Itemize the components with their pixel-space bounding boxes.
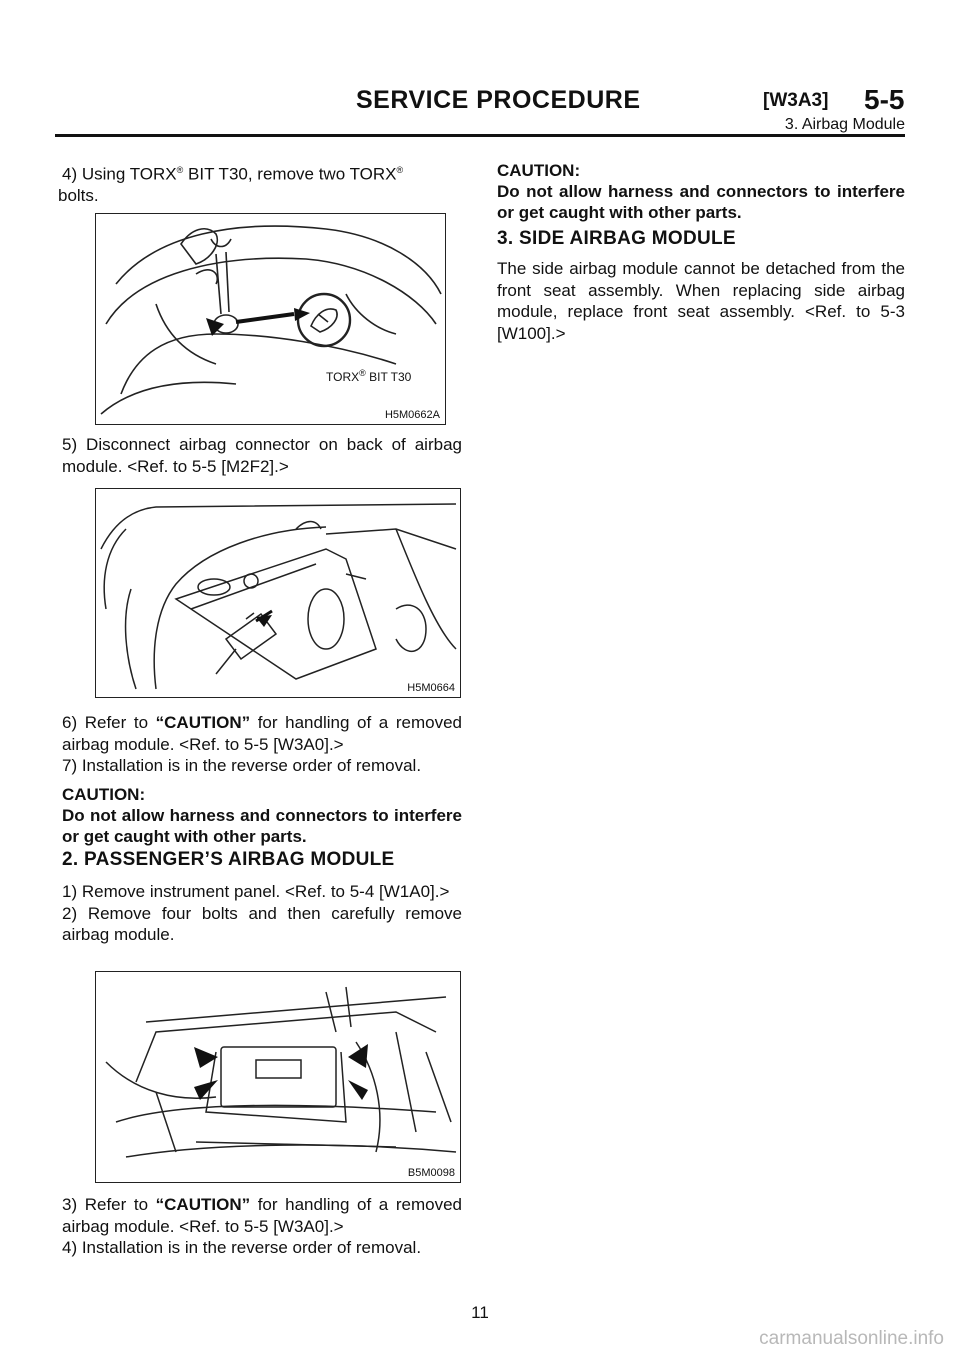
s2-step1-text: 1) Remove instrument panel. <Ref. to 5-4 [W1A0].> [62,882,450,901]
caution-text: Do not allow harness and connectors to interfere or get caught with other parts. [62,806,462,846]
registered-mark: ® [396,165,404,175]
step6-text-a: 6) Refer to [62,713,156,732]
section-2-steps-3-4 [62,1194,462,1259]
left-step-6-7 [62,712,462,777]
section3-text: The side airbag module cannot be detached from the front seat assembly. When replacing side airbag module, replace front seat assembly. <Ref. to 5-3 [W100].> [497,259,905,343]
section-3-body [497,258,905,344]
caution-title: CAUTION: [497,161,581,180]
s2-step3-text-a: 3) Refer to [62,1195,156,1214]
watermark: carmanualsonline.info [759,1328,944,1349]
passenger-airbag-drawing [96,972,460,1182]
figure-id: B5M0098 [407,1167,455,1179]
page-number: 11 [471,1303,489,1322]
section2-title: 2. PASSENGER’S AIRBAG MODULE [62,849,395,870]
figure-torx-bolts [95,213,446,425]
section-2-heading [62,849,462,871]
section-code: [W3A3] [763,90,829,111]
section-subtitle: 3. Airbag Module [784,116,905,133]
figure-id: H5M0664 [407,682,455,694]
figure-airbag-connector [95,488,461,698]
s2-step2-text: 2) Remove four bolts and then carefully remove airbag module. [62,903,462,944]
left-caution [62,784,462,847]
caution-ref: “CAUTION” [155,1195,251,1214]
step4-text-b: BIT T30, remove two TORX [183,164,397,184]
step7-text: 7) Installation is in the reverse order of removal. [62,756,422,775]
step4-text-a: 4) Using TORX [62,164,177,184]
airbag-back-drawing [96,489,460,697]
caution-text: Do not allow harness and connectors to interfere or get caught with other parts. [497,182,905,222]
section3-title: 3. SIDE AIRBAG MODULE [497,228,736,249]
s2-step3-text-c: for handling of a removed airbag module. <Ref. to 5-5 [W3A0].> [62,1195,462,1236]
caution-ref: “CAUTION” [155,713,251,732]
left-step-4 [58,160,462,207]
right-caution [497,160,905,223]
step6-text-c: for handling of a removed airbag module. <Ref. to 5-5 [W3A0].> [62,713,462,754]
torx-callout: TORX® BIT T30 [326,368,412,384]
section-title: SERVICE PROCEDURE [356,86,641,114]
chapter-number: 5-5 [864,84,905,115]
s2-step4-text: 4) Installation is in the reverse order of removal. [62,1238,422,1257]
step4-text-c: bolts. [58,186,99,206]
step5-text: 5) Disconnect airbag connector on back of airbag module. <Ref. to 5-5 [M2F2].> [62,435,462,476]
section-3-heading [497,228,905,250]
caution-title: CAUTION: [62,785,146,804]
left-step-5 [62,434,462,477]
section-2-steps [62,881,462,946]
figure-id: H5M0662A [384,409,440,421]
registered-mark: ® [176,165,184,175]
figure-passenger-airbag [95,971,461,1183]
header-rule [55,134,905,137]
steering-wheel-drawing [96,214,445,424]
